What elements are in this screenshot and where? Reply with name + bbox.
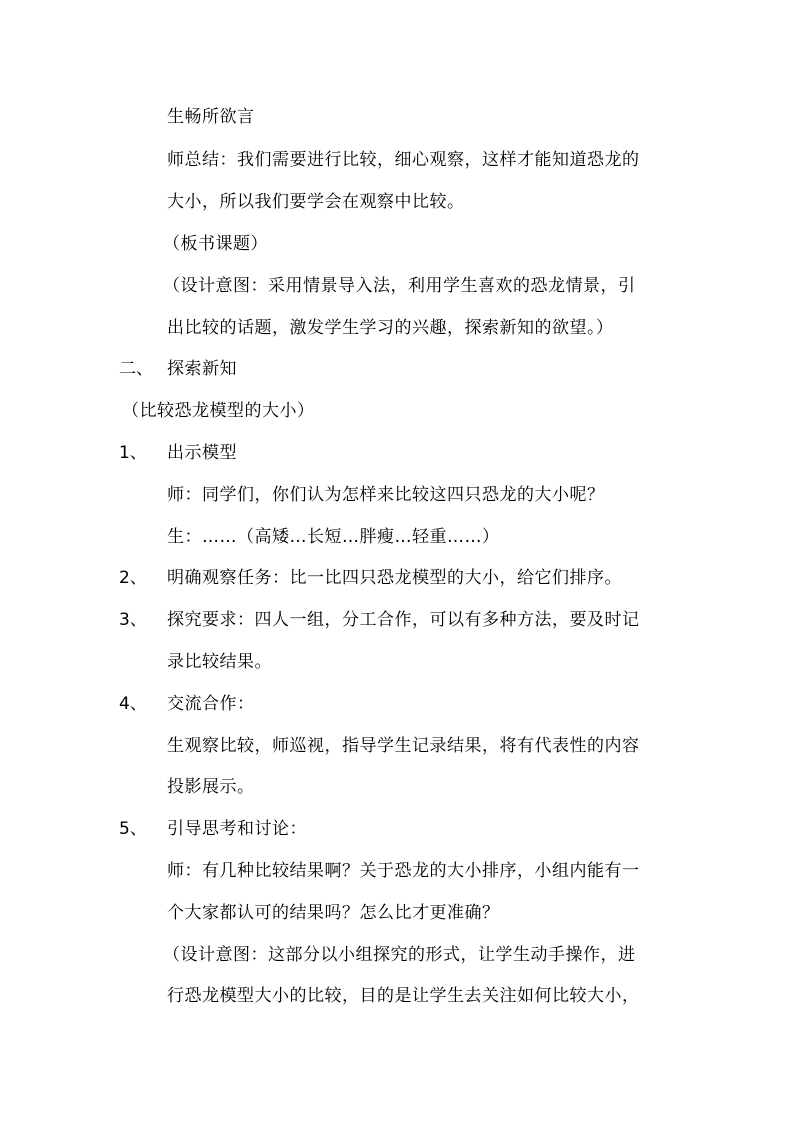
list-number: 3、: [119, 610, 147, 630]
list-number: 1、: [119, 443, 147, 463]
list-item: 明确观察任务：比一比四只恐龙模型的大小，给它们排序。: [167, 568, 622, 588]
paragraph-line: 师：同学们，你们认为怎样来比较这四只恐龙的大小呢？: [167, 485, 605, 505]
list-item: 出示模型: [167, 443, 237, 463]
paragraph-line: （设计意图：采用情景导入法，利用学生喜欢的恐龙情景，引: [163, 276, 636, 296]
paragraph-line: 师：有几种比较结果啊？关于恐龙的大小排序，小组内能有一: [167, 861, 640, 881]
paragraph-line: 投影展示。: [167, 777, 255, 797]
paragraph-line: 行恐龙模型大小的比较，目的是让学生去关注如何比较大小，: [167, 986, 640, 1006]
list-number: 4、: [119, 694, 147, 714]
paragraph-line: 大小，所以我们要学会在观察中比较。: [167, 192, 465, 212]
paragraph-line: 个大家都认可的结果吗？怎么比才更准确？: [167, 903, 500, 923]
list-number: 2、: [119, 568, 147, 588]
list-item: 探究要求：四人一组，分工合作，可以有多种方法，要及时记: [167, 610, 640, 630]
paragraph-line: （设计意图：这部分以小组探究的形式，让学生动手操作，进: [163, 945, 636, 965]
paragraph-line: 师总结：我们需要进行比较，细心观察，这样才能知道恐龙的: [167, 150, 640, 170]
list-number: 5、: [119, 819, 147, 839]
paragraph-line: 生畅所欲言: [167, 107, 255, 127]
subsection-heading: （比较恐龙模型的大小）: [122, 401, 315, 421]
paragraph-line: 生：……（高矮…长短…胖瘦…轻重……）: [167, 527, 500, 547]
paragraph-line: （板书课题）: [163, 234, 268, 254]
paragraph-line: 出比较的话题，激发学生学习的兴趣，探索新知的欲望。）: [167, 318, 614, 338]
paragraph-line: 生观察比较，师巡视，指导学生记录结果，将有代表性的内容: [167, 736, 640, 756]
paragraph-line: 录比较结果。: [167, 652, 272, 672]
list-item: 引导思考和讨论：: [167, 819, 307, 839]
section-heading: 探索新知: [167, 359, 237, 379]
list-item: 交流合作：: [167, 694, 255, 714]
section-number: 二、: [119, 359, 153, 379]
